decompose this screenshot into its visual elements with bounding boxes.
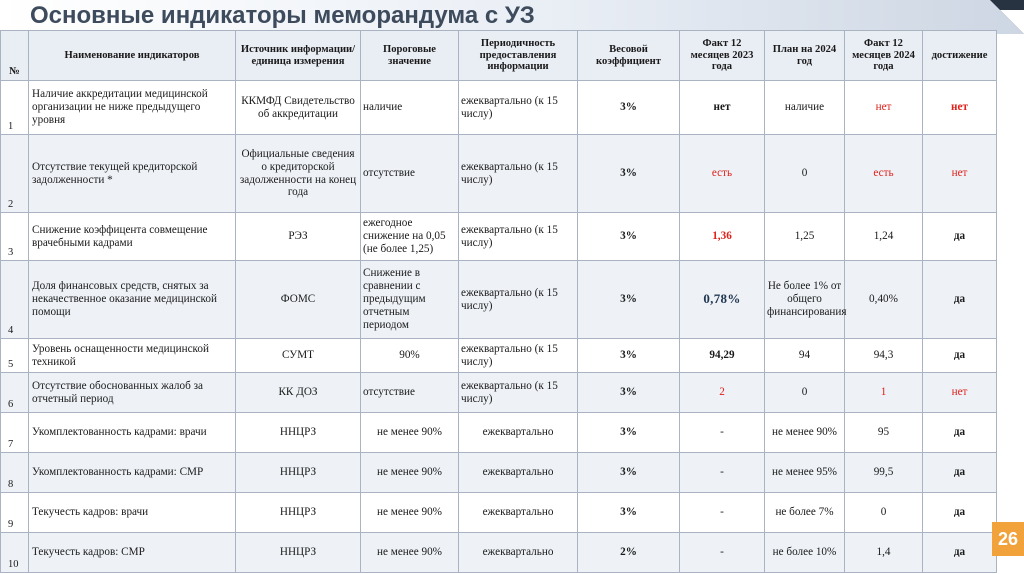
header-num: № — [1, 31, 29, 81]
indicator-plan-2024: не менее 90% — [765, 413, 845, 453]
indicator-name: Укомплектованность кадрами: СМР — [29, 453, 236, 493]
indicator-fact-2024: 94,3 — [845, 339, 923, 373]
indicator-fact-2024: нет — [845, 81, 923, 135]
indicator-plan-2024: не более 7% — [765, 493, 845, 533]
indicator-weight: 3% — [578, 81, 680, 135]
indicator-achievement: да — [923, 453, 997, 493]
indicator-source: ФОМС — [236, 261, 361, 339]
indicator-fact-2024: 1,24 — [845, 213, 923, 261]
indicator-plan-2024: 94 — [765, 339, 845, 373]
header-name: Наименование индикаторов — [29, 31, 236, 81]
table-row — [1, 213, 997, 261]
indicator-fact-2023: 2 — [680, 373, 765, 413]
indicator-fact-2023: 1,36 — [680, 213, 765, 261]
indicator-source: РЭЗ — [236, 213, 361, 261]
indicator-name: Снижение коэффицента совмещение врачебными кадрами — [29, 213, 236, 261]
indicator-period: ежеквартально — [459, 533, 578, 573]
row-number: 3 — [1, 213, 29, 261]
indicator-fact-2023: 94,29 — [680, 339, 765, 373]
indicator-plan-2024: наличие — [765, 81, 845, 135]
indicator-period: ежеквартально (к 15 числу) — [459, 213, 578, 261]
indicator-source: СУМТ — [236, 339, 361, 373]
table-row — [1, 413, 997, 453]
row-number: 9 — [1, 493, 29, 533]
indicator-fact-2024: 1 — [845, 373, 923, 413]
indicator-source: КК ДОЗ — [236, 373, 361, 413]
indicator-source: Официальные сведения о кредиторской задолженности на конец года — [236, 135, 361, 213]
indicator-threshold: не менее 90% — [361, 453, 459, 493]
indicator-achievement: да — [923, 413, 997, 453]
indicator-source: ННЦРЗ — [236, 453, 361, 493]
indicator-plan-2024: не более 10% — [765, 533, 845, 573]
indicator-fact-2024: 1,4 — [845, 533, 923, 573]
indicator-plan-2024: не менее 95% — [765, 453, 845, 493]
indicator-achievement: да — [923, 261, 997, 339]
indicator-weight: 3% — [578, 213, 680, 261]
indicator-fact-2024: 0 — [845, 493, 923, 533]
indicator-period: ежеквартально (к 15 числу) — [459, 261, 578, 339]
header-fact-2024: Факт 12 месяцев 2024 года — [845, 31, 923, 81]
row-number: 7 — [1, 413, 29, 453]
indicator-threshold: ежегодное снижение на 0,05 (не более 1,25) — [361, 213, 459, 261]
table-header-row — [1, 31, 997, 81]
header-weight: Весовой коэффициент — [578, 31, 680, 81]
indicator-weight: 3% — [578, 339, 680, 373]
indicator-period: ежеквартально (к 15 числу) — [459, 373, 578, 413]
indicator-threshold: Снижение в сравнении с предыдущим отчетным периодом — [361, 261, 459, 339]
indicator-achievement: нет — [923, 373, 997, 413]
header-threshold: Пороговые значение — [361, 31, 459, 81]
indicator-achievement: да — [923, 339, 997, 373]
indicator-source: ННЦРЗ — [236, 493, 361, 533]
table-row — [1, 261, 997, 339]
indicator-achievement: да — [923, 493, 997, 533]
indicator-name: Укомплектованность кадрами: врачи — [29, 413, 236, 453]
indicator-period: ежеквартально (к 15 числу) — [459, 339, 578, 373]
indicator-threshold: наличие — [361, 81, 459, 135]
indicator-name: Отсутствие текущей кредиторской задолженности * — [29, 135, 236, 213]
indicator-plan-2024: 1,25 — [765, 213, 845, 261]
table-row — [1, 339, 997, 373]
table-row — [1, 453, 997, 493]
indicator-name: Доля финансовых средств, снятых за некачественное оказание медицинской помощи — [29, 261, 236, 339]
indicator-period: ежеквартально — [459, 413, 578, 453]
indicator-fact-2023: 0,78% — [680, 261, 765, 339]
indicator-name: Наличие аккредитации медицинской организации не ниже предыдущего уровня — [29, 81, 236, 135]
header-source: Источник информации/ единица измерения — [236, 31, 361, 81]
table-row — [1, 81, 997, 135]
indicator-name: Уровень оснащенности медицинской техникой — [29, 339, 236, 373]
indicator-fact-2024: 95 — [845, 413, 923, 453]
indicator-fact-2024: 99,5 — [845, 453, 923, 493]
table-row — [1, 533, 997, 573]
indicator-weight: 3% — [578, 261, 680, 339]
indicator-threshold: не менее 90% — [361, 413, 459, 453]
indicator-threshold: 90% — [361, 339, 459, 373]
indicator-plan-2024: 0 — [765, 135, 845, 213]
indicator-fact-2024: 0,40% — [845, 261, 923, 339]
indicators-table — [0, 30, 997, 573]
indicator-weight: 3% — [578, 453, 680, 493]
row-number: 1 — [1, 81, 29, 135]
indicator-source: ККМФД Свидетельство об аккредитации — [236, 81, 361, 135]
indicator-weight: 3% — [578, 493, 680, 533]
table-row — [1, 493, 997, 533]
indicator-period: ежеквартально (к 15 числу) — [459, 81, 578, 135]
indicator-plan-2024: Не более 1% от общего финансирования — [765, 261, 845, 339]
indicator-source: ННЦРЗ — [236, 533, 361, 573]
indicator-name: Отсутствие обоснованных жалоб за отчетный период — [29, 373, 236, 413]
indicator-achievement: да — [923, 533, 997, 573]
indicator-name: Текучесть кадров: врачи — [29, 493, 236, 533]
indicator-fact-2023: нет — [680, 81, 765, 135]
indicator-weight: 3% — [578, 413, 680, 453]
indicator-name: Текучесть кадров: СМР — [29, 533, 236, 573]
indicator-weight: 3% — [578, 135, 680, 213]
indicator-achievement: да — [923, 213, 997, 261]
page-title: Основные индикаторы меморандума с УЗ — [30, 2, 535, 29]
indicator-plan-2024: 0 — [765, 373, 845, 413]
row-number: 6 — [1, 373, 29, 413]
header-achievement: достижение — [923, 31, 997, 81]
indicator-period: ежеквартально — [459, 453, 578, 493]
corner-decoration-inner — [1000, 10, 1024, 34]
indicator-achievement: нет — [923, 135, 997, 213]
header-period: Периодичность предоставления информации — [459, 31, 578, 81]
indicator-threshold: не менее 90% — [361, 493, 459, 533]
indicator-fact-2024: есть — [845, 135, 923, 213]
indicator-weight: 3% — [578, 373, 680, 413]
header-plan-2024: План на 2024 год — [765, 31, 845, 81]
indicator-fact-2023: - — [680, 413, 765, 453]
row-number: 4 — [1, 261, 29, 339]
row-number: 2 — [1, 135, 29, 213]
indicator-period: ежеквартально — [459, 493, 578, 533]
page-number-badge: 26 — [992, 522, 1024, 556]
indicator-threshold: отсутствие — [361, 135, 459, 213]
indicator-achievement: нет — [923, 81, 997, 135]
indicator-period: ежеквартально (к 15 числу) — [459, 135, 578, 213]
indicator-weight: 2% — [578, 533, 680, 573]
table-row — [1, 373, 997, 413]
indicator-source: ННЦРЗ — [236, 413, 361, 453]
indicator-fact-2023: - — [680, 493, 765, 533]
row-number: 10 — [1, 533, 29, 573]
row-number: 8 — [1, 453, 29, 493]
indicator-threshold: отсутствие — [361, 373, 459, 413]
indicator-fact-2023: - — [680, 453, 765, 493]
row-number: 5 — [1, 339, 29, 373]
table-row — [1, 135, 997, 213]
indicator-threshold: не менее 90% — [361, 533, 459, 573]
header-fact-2023: Факт 12 месяцев 2023 года — [680, 31, 765, 81]
indicator-fact-2023: - — [680, 533, 765, 573]
indicator-fact-2023: есть — [680, 135, 765, 213]
